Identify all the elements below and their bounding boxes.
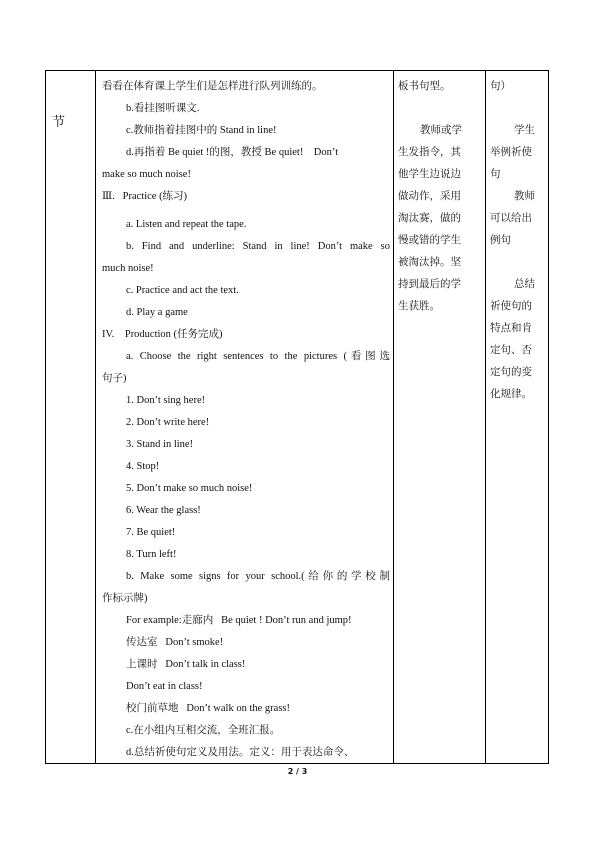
note-line: 生获胜。 bbox=[398, 301, 440, 312]
main-line: 5. Don’t make so much noise! bbox=[126, 483, 253, 494]
table-right-border bbox=[548, 70, 549, 764]
main-line: 句子) bbox=[102, 373, 127, 384]
main-line: 4. Stop! bbox=[126, 461, 160, 472]
note-line: 淘汰赛，做的 bbox=[398, 213, 461, 224]
page-number: 2 / 3 bbox=[287, 767, 308, 776]
main-line: b.看挂图听课文. bbox=[126, 103, 200, 114]
note-line: 持到最后的学 bbox=[398, 279, 461, 290]
main-line: 1. Don’t sing here! bbox=[126, 395, 206, 406]
main-line: For example:走廊内 Be quiet ! Don’t run and jump! bbox=[126, 615, 352, 626]
purpose-line: 举例祈使 bbox=[490, 147, 532, 158]
purpose-line: 祈使句的 bbox=[490, 301, 532, 312]
note-line: 教师或学 bbox=[420, 125, 462, 136]
purpose-line: 学生 bbox=[514, 125, 535, 136]
note-line: 做动作，采用 bbox=[398, 191, 461, 202]
main-line: a. Choose the right sentences to the pictures (看图选 bbox=[126, 351, 390, 362]
table-divider-1 bbox=[95, 70, 96, 764]
purpose-line: 定句的变 bbox=[490, 367, 532, 378]
main-line: 传达室 Don’t smoke! bbox=[126, 637, 224, 648]
main-line: c.教师指着挂图中的 Stand in line! bbox=[126, 125, 277, 136]
main-line: 8. Turn left! bbox=[126, 549, 177, 560]
purpose-column bbox=[490, 76, 544, 406]
main-line: 3. Stand in line! bbox=[126, 439, 194, 450]
main-line: 7. Be quiet! bbox=[126, 527, 176, 538]
purpose-line: 句 bbox=[490, 169, 501, 180]
main-line: make so much noise! bbox=[102, 169, 191, 180]
note-line: 他学生边说边 bbox=[398, 169, 461, 180]
note-line: 慢或错的学生 bbox=[398, 235, 461, 246]
main-line: d.总结祈使句定义及用法。定义：用于表达命令、 bbox=[126, 747, 355, 758]
main-line: Ⅲ. Practice (练习) bbox=[102, 191, 188, 202]
main-line: IV. Production (任务完成) bbox=[102, 329, 223, 340]
main-line: Don’t eat in class! bbox=[126, 681, 203, 692]
purpose-line: 句） bbox=[490, 81, 511, 92]
main-line: c.在小组内互相交流，全班汇报。 bbox=[126, 725, 281, 736]
purpose-line: 教师 bbox=[514, 191, 535, 202]
note-line: 生发指令，其 bbox=[398, 147, 461, 158]
main-line: 看看在体育课上学生们是怎样进行队列训练的。 bbox=[102, 81, 323, 92]
main-line: 校门前草地 Don’t walk on the grass! bbox=[126, 703, 290, 714]
purpose-line: 定句、否 bbox=[490, 345, 532, 356]
table-left-border bbox=[45, 70, 46, 764]
note-line: 被淘汰掉。坚 bbox=[398, 257, 461, 268]
main-line: d. Play a game bbox=[126, 307, 188, 318]
purpose-line: 特点和肯 bbox=[490, 323, 532, 334]
note-line: 板书句型。 bbox=[398, 81, 451, 92]
table-divider-2 bbox=[393, 70, 394, 764]
main-line: much noise! bbox=[102, 263, 154, 274]
main-line: c. Practice and act the text. bbox=[126, 285, 239, 296]
purpose-line: 例句 bbox=[490, 235, 511, 246]
main-line: 作标示牌) bbox=[102, 593, 148, 604]
purpose-line: 可以给出 bbox=[490, 213, 532, 224]
main-line: d.再指着 Be quiet !的图，教授 Be quiet! Don’t bbox=[126, 147, 339, 158]
purpose-line: 总结 bbox=[514, 279, 535, 290]
main-line: 上课时 Don’t talk in class! bbox=[126, 659, 246, 670]
row-label: 节 bbox=[52, 115, 66, 130]
main-line: 2. Don’t write here! bbox=[126, 417, 210, 428]
main-line: b. Find and underline: Stand in line! Don’t make so bbox=[126, 241, 390, 252]
main-line: b. Make some signs for your school.(给你的学校制 bbox=[126, 571, 390, 582]
purpose-line: 化规律。 bbox=[490, 389, 532, 400]
table-top-border bbox=[45, 70, 549, 71]
main-line: a. Listen and repeat the tape. bbox=[126, 219, 247, 230]
main-content bbox=[102, 76, 390, 764]
teaching-notes-column bbox=[398, 76, 484, 318]
main-line: 6. Wear the glass! bbox=[126, 505, 201, 516]
table-divider-3 bbox=[485, 70, 486, 764]
